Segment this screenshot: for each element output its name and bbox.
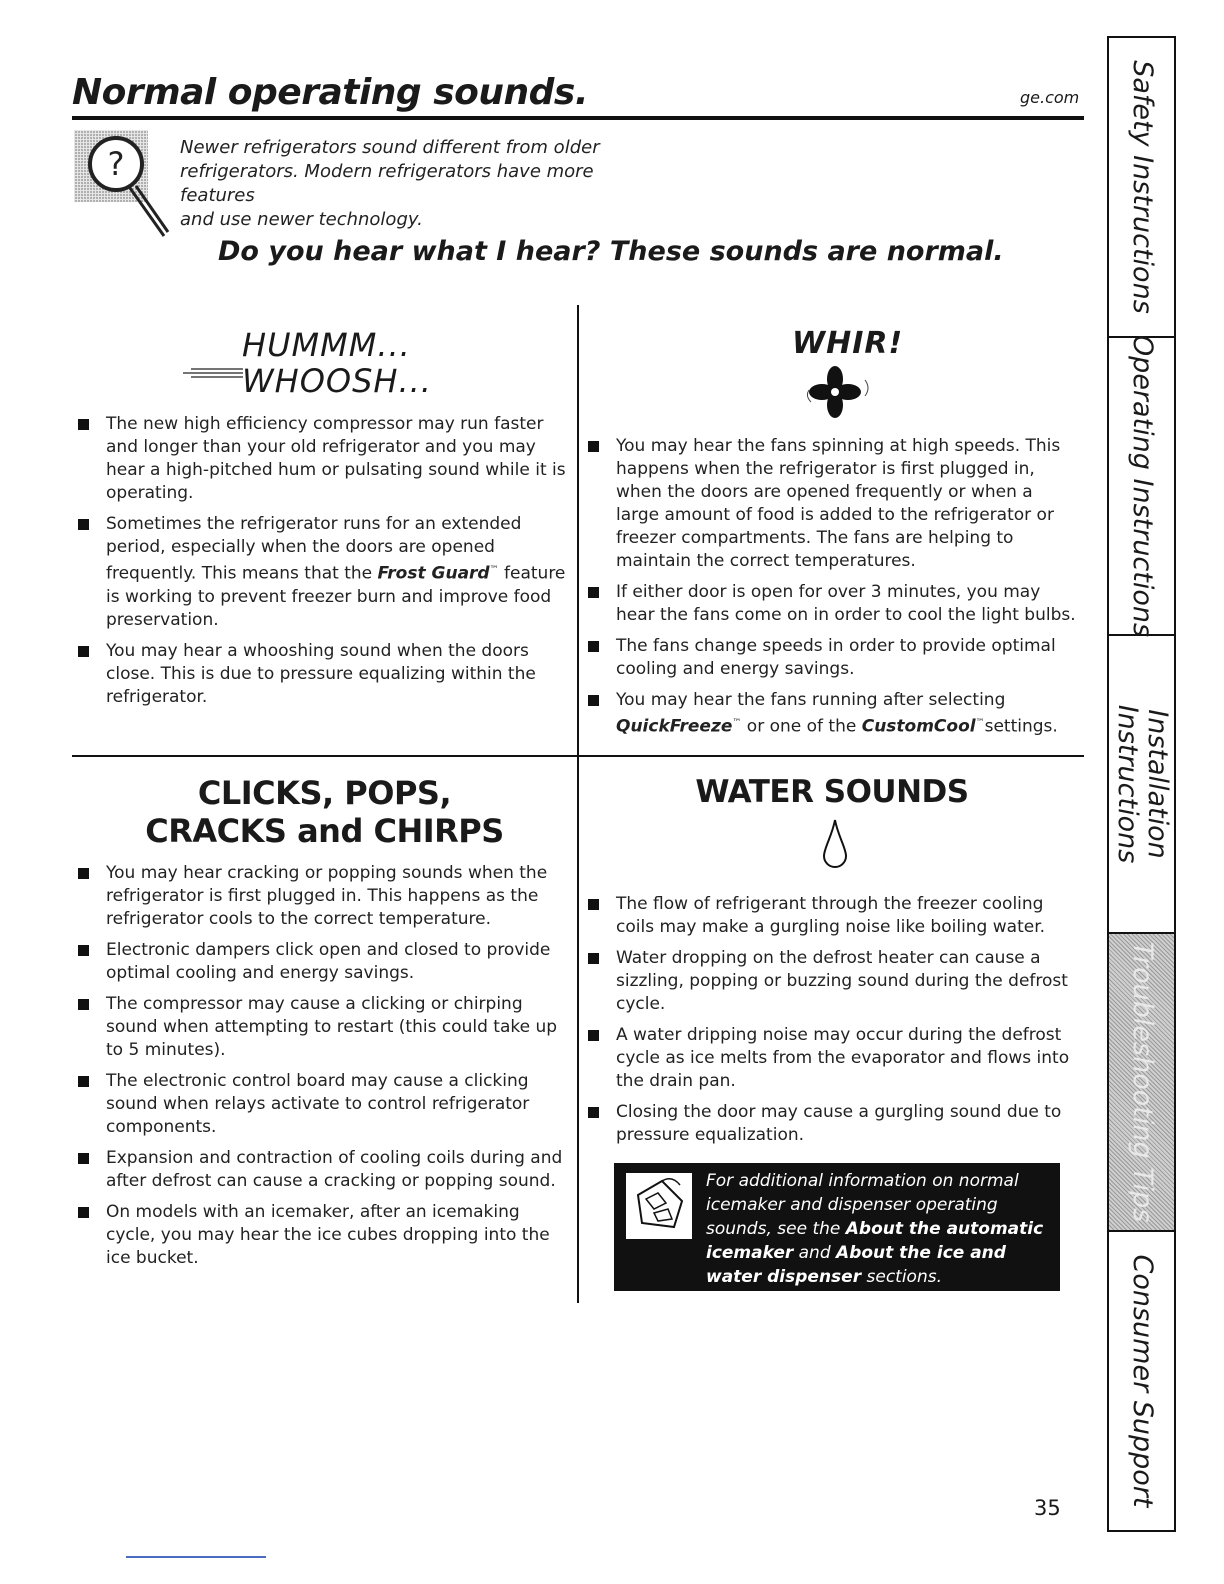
column-divider	[577, 305, 579, 1303]
bullet-icon	[78, 1076, 89, 1087]
list-item: Expansion and contraction of cooling coils during and after defrost can cause a cracking or popping sound.	[74, 1147, 574, 1193]
list-item: The new high efficiency compressor may run faster and longer than your old refrigerator and you may hear a high-pitched hum or pulsating sound while it is operating.	[74, 413, 574, 505]
bullet-icon	[588, 1030, 599, 1041]
list-item: Water dropping on the defrost heater can cause a sizzling, popping or buzzing sound during the defrost cycle.	[584, 947, 1079, 1016]
bullet-icon	[78, 646, 89, 657]
page-title: Normal operating sounds.	[72, 72, 589, 113]
section-tabs	[1107, 36, 1176, 1532]
list-item: You may hear a whooshing sound when the doors close. This is due to pressure equalizing within the refrigerator.	[74, 640, 574, 709]
list-item: You may hear the fans running after selecting QuickFreeze™ or one of the CustomCool™settings.	[584, 689, 1079, 739]
question-magnifier-icon	[72, 128, 172, 240]
bullet-icon	[588, 1107, 599, 1118]
list-item: The electronic control board may cause a clicking sound when relays activate to control refrigerator components.	[74, 1070, 574, 1139]
humm-heading: HUMMM...	[242, 326, 411, 364]
svg-text:?: ?	[107, 145, 125, 183]
bullet-icon	[588, 899, 599, 910]
whoosh-heading: WHOOSH...	[242, 362, 432, 400]
clicks-list	[74, 862, 574, 1278]
list-item: Closing the door may cause a gurgling sound due to pressure equalization.	[584, 1101, 1079, 1147]
clicks-heading: CLICKS, POPS, CRACKS and CHIRPS	[145, 774, 504, 850]
title-rule	[72, 116, 1084, 120]
bullet-icon	[588, 695, 599, 706]
intro-text: Newer refrigerators sound different from older refrigerators. Modern refrigerators have more features and use newer technology.	[180, 137, 600, 230]
bullet-icon	[78, 519, 89, 530]
whir-heading: WHIR!	[792, 326, 904, 361]
tab-consumer-support[interactable]: Consumer Support	[1126, 1254, 1158, 1508]
list-item: Electronic dampers click open and closed to provide optimal cooling and energy savings.	[74, 939, 574, 985]
tab-installation-instructions[interactable]: Installation Instructions	[1109, 636, 1174, 934]
bullet-icon	[78, 868, 89, 879]
whir-list	[584, 435, 1079, 747]
list-item: A water dripping noise may occur during the defrost cycle as ice melts from the evaporator and flows into the drain pan.	[584, 1024, 1079, 1093]
humm-list	[74, 413, 574, 717]
list-item: You may hear the fans spinning at high speeds. This happens when the refrigerator is first plugged in, when the doors are opened frequently or when a large amount of food is added to the refrigerator or freezer compartments. The fans are helping to maintain the correct temperatures.	[584, 435, 1079, 573]
bullet-icon	[78, 945, 89, 956]
list-item: Sometimes the refrigerator runs for an extended period, especially when the doors are opened frequently. This means that the Frost Guard™ feature is working to prevent freezer burn and improve food preservation.	[74, 513, 574, 632]
bullet-icon	[78, 1207, 89, 1218]
water-list	[584, 893, 1079, 1155]
bullet-icon	[588, 587, 599, 598]
list-item: If either door is open for over 3 minutes, you may hear the fans come on in order to cool the light bulbs.	[584, 581, 1079, 627]
list-item: The fans change speeds in order to provide optimal cooling and energy savings.	[584, 635, 1079, 681]
water-heading: WATER SOUNDS	[695, 774, 969, 810]
bullet-icon	[78, 419, 89, 430]
bullet-icon	[78, 999, 89, 1010]
row-divider	[72, 755, 1084, 757]
page-number: 35	[1034, 1496, 1061, 1520]
bottom-link-underline[interactable]	[126, 1556, 266, 1558]
bullet-icon	[588, 953, 599, 964]
site-link[interactable]: ge.com	[1020, 88, 1080, 107]
water-drop-icon	[820, 818, 850, 870]
bullet-icon	[588, 641, 599, 652]
bullet-icon	[588, 441, 599, 452]
list-item: The flow of refrigerant through the freezer cooling coils may make a gurgling noise like boiling water.	[584, 893, 1079, 939]
list-item: On models with an icemaker, after an icemaking cycle, you may hear the ice cubes dropping into the ice bucket.	[74, 1201, 574, 1270]
tab-troubleshooting-tips[interactable]: Troubleshooting Tips	[1109, 934, 1174, 1232]
bullet-icon	[78, 1153, 89, 1164]
tab-safety-instructions[interactable]: Safety Instructions	[1109, 38, 1174, 338]
subtitle: Do you hear what I hear? These sounds are normal.	[218, 236, 1004, 267]
whoosh-lines-icon	[183, 366, 245, 380]
ice-bag-icon	[624, 1171, 694, 1241]
list-item: The compressor may cause a clicking or chirping sound when attempting to restart (this could take up to 5 minutes).	[74, 993, 574, 1062]
tab-operating-instructions[interactable]: Operating Instructions	[1109, 338, 1174, 636]
note-box	[614, 1163, 1060, 1291]
fan-icon	[805, 362, 875, 422]
list-item: You may hear cracking or popping sounds when the refrigerator is first plugged in. This happens as the refrigerator cools to the correct temperature.	[74, 862, 574, 931]
note-text: For additional information on normal icemaker and dispenser operating sounds, see the About the automatic icemaker and About the ice and water dispenser sections.	[706, 1171, 1044, 1287]
